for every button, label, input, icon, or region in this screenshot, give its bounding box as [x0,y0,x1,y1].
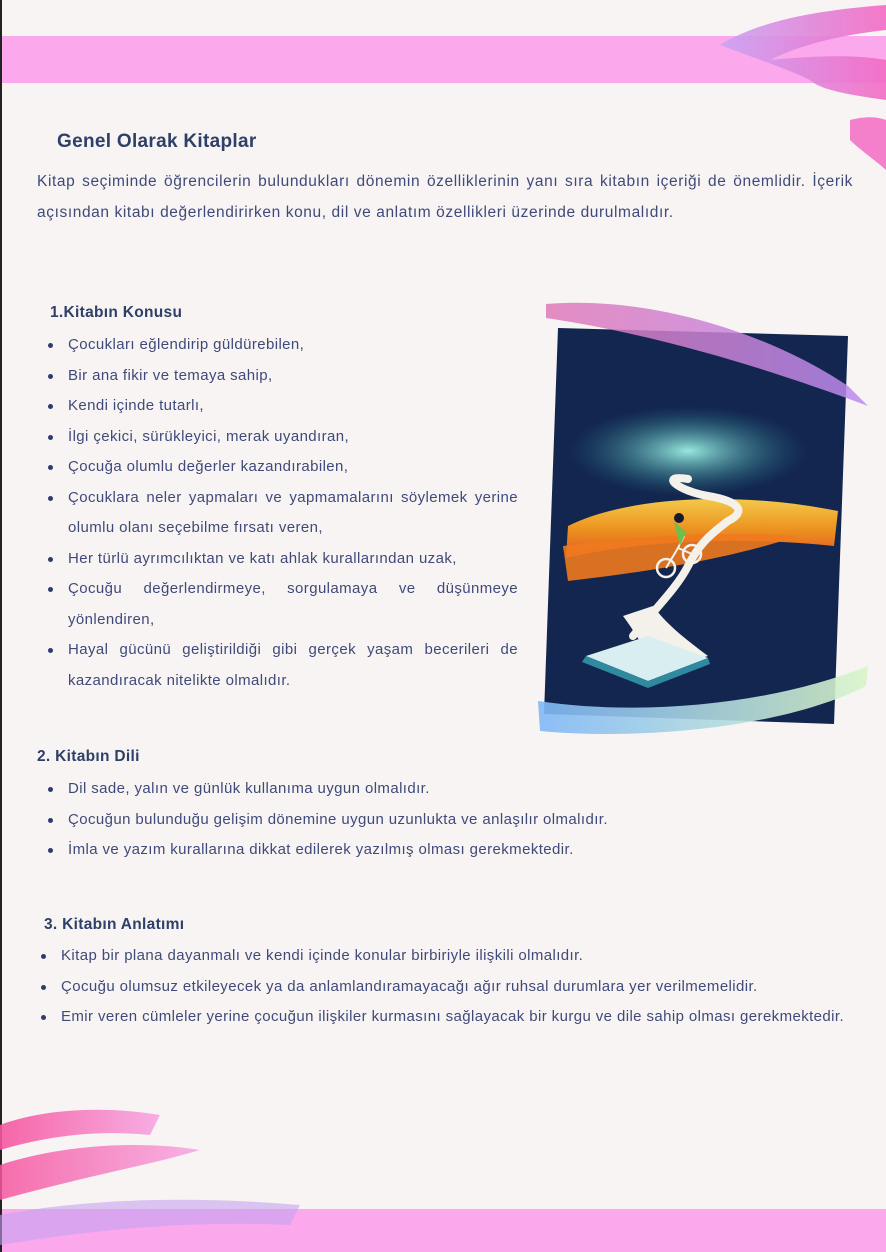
list-item: Hayal gücünü geliştirildiği gibi gerçek yaşam becerileri de kazandıracak nitelikte olmalıdır. [46,635,518,696]
list-item: Çocuğu değerlendirmeye, sorgulamaya ve düşünmeye yönlendiren, [46,574,518,635]
list-item: Çocuklara neler yapmaları ve yapmamalarını söylemek yerine olumlu olanı seçebilme fırsatı veren, [46,483,518,544]
list-item: Kitap bir plana dayanmalı ve kendi içinde konular birbiriyle ilişkili olmalıdır. [39,941,853,972]
list-item: İmla ve yazım kurallarına dikkat edilerek yazılmış olması gerekmektedir. [46,835,846,866]
list-item: Dil sade, yalın ve günlük kullanıma uygun olmalıdır. [46,774,846,805]
page-left-border [0,0,2,1252]
list-item: İlgi çekici, sürükleyici, merak uyandıran, [46,422,518,453]
intro-paragraph: Kitap seçiminde öğrencilerin bulundukları dönemin özelliklerinin yanı sıra kitabın içeriği de önemlidir. İçerik açısından kitabı değerlendirirken konu, dil ve anlatım özellikleri üzerinde durulmalıdır. [37,173,853,221]
list-item: Çocuğa olumlu değerler kazandırabilen, [46,452,518,483]
top-right-brush-stroke [700,0,886,175]
section3-title: 3. Kitabın Anlatımı [44,916,185,933]
list-item: Kendi içinde tutarlı, [46,391,518,422]
list-item: Emir veren cümleler yerine çocuğun ilişkiler kurmasını sağlayacak bir kurgu ve dile sahip olması gerekmektedir. [39,1002,853,1033]
list-item: Çocuğu olumsuz etkileyecek ya da anlamlandıramayacağı ağır ruhsal durumlara yer verilmemelidir. [39,972,853,1003]
section1-list [46,330,518,696]
section2-list [46,774,846,866]
page-title: Genel Olarak Kitaplar [57,131,257,152]
section2-title: 2. Kitabın Dili [37,748,140,765]
bottom-left-brush-stroke [0,1105,320,1252]
section3-list [39,941,853,1033]
list-item: Her türlü ayrımcılıktan ve katı ahlak kurallarından uzak, [46,544,518,575]
list-item: Çocuğun bulunduğu gelişim dönemine uygun uzunlukta ve anlaşılır olmalıdır. [46,805,846,836]
list-item: Bir ana fikir ve temaya sahip, [46,361,518,392]
list-item: Çocukları eğlendirip güldürebilen, [46,330,518,361]
cyclist-book-illustration [538,296,878,746]
section1-title: 1.Kitabın Konusu [50,304,183,321]
